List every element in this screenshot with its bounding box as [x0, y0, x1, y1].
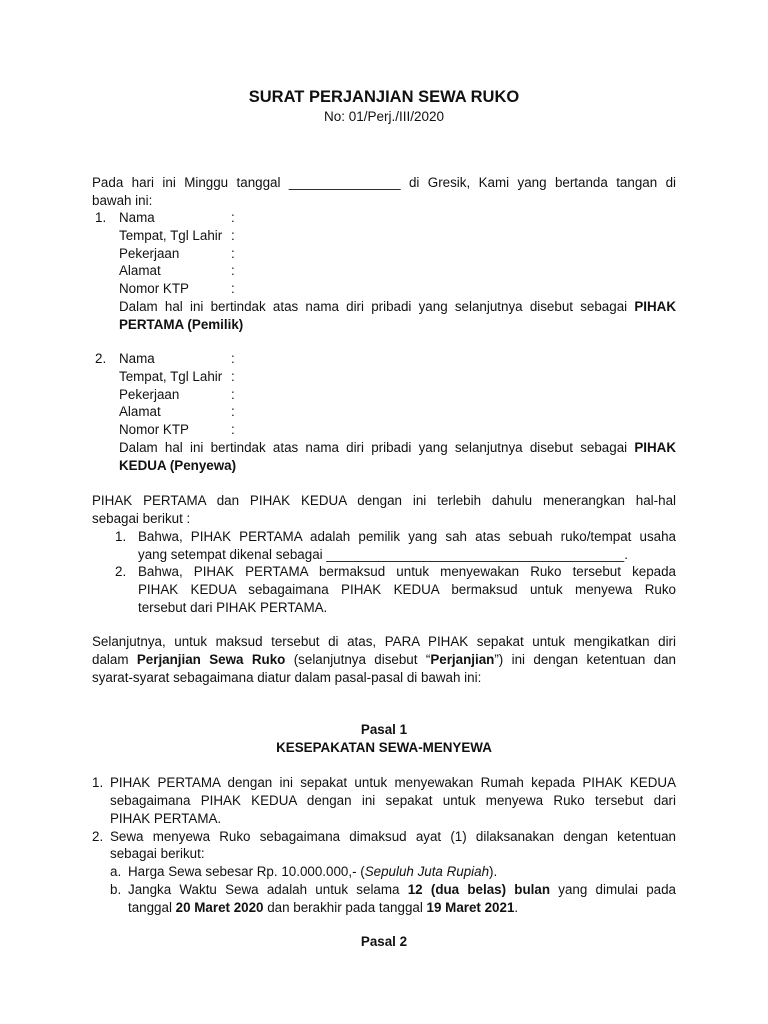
agreement-text: ”) ini dengan ketentuan dan [494, 652, 676, 667]
pasal-1-item-2-line-2: sebagai berikut: [110, 846, 205, 861]
party-1-colon: : [231, 228, 235, 243]
recital-2-number: 2. [115, 564, 127, 579]
party-2-field-ktp: Nomor KTP [119, 422, 189, 437]
party-1-statement-text: Dalam hal ini bertindak atas nama diri pribadi yang selanjutnya disebut sebagai [119, 299, 635, 314]
sub-item-a-price: Harga Sewa sebesar Rp. 10.000.000,- ( [128, 864, 365, 879]
party-2-number: 2. [95, 351, 107, 366]
pasal-1-item-2-number: 2. [92, 829, 104, 844]
sub-item-b-text: yang dimulai pada [550, 882, 676, 897]
agreement-text: dalam [92, 652, 137, 667]
sub-item-b-text: . [514, 900, 519, 915]
agreement-line-1: Selanjutnya, untuk maksud tersebut di atas, PARA PIHAK sepakat untuk mengikatkan diri [92, 634, 676, 649]
party-2-field-name: Nama [119, 351, 155, 366]
party-1-statement [119, 298, 676, 315]
party-1-field-name: Nama [119, 210, 155, 225]
sub-item-b-start-date: 20 Maret 2020 [175, 900, 264, 915]
document-title: SURAT PERJANJIAN SEWA RUKO [248, 88, 520, 106]
sub-item-b-letter: b. [110, 882, 122, 897]
party-2-colon: : [231, 422, 235, 437]
recitals-line-1: PIHAK PERTAMA dan PIHAK KEDUA dengan ini terlebih dahulu menerangkan hal-hal [92, 493, 676, 508]
party-1-statement-bold: PIHAK [634, 299, 676, 314]
party-1-field-ktp: Nomor KTP [119, 281, 189, 296]
agreement-text: (selanjutnya disebut “ [285, 652, 431, 667]
recital-2-line-1: Bahwa, PIHAK PERTAMA bermaksud untuk menyewakan Ruko tersebut kepada [138, 564, 676, 579]
sub-item-b-text: tanggal [128, 900, 176, 915]
agreement-term-bold: Perjanjian [430, 652, 495, 667]
sub-item-b-duration: 12 (dua belas) bulan [407, 882, 551, 897]
party-1-colon: : [231, 263, 235, 278]
sub-item-b-line-1 [128, 881, 676, 898]
party-1-colon: : [231, 210, 235, 225]
recital-2-line-2: PIHAK KEDUA sebagaimana PIHAK KEDUA bermaksud untuk menyewa Ruko [138, 582, 676, 597]
party-2-statement-text: Dalam hal ini bertindak atas nama diri pribadi yang selanjutnya disebut sebagai [119, 440, 635, 455]
sub-item-b-text: dan berakhir pada tanggal [263, 900, 427, 915]
recital-1-number: 1. [115, 529, 127, 544]
party-1-role: PERTAMA (Pemilik) [119, 317, 244, 332]
party-1-colon: : [231, 281, 235, 296]
party-2-field-job: Pekerjaan [119, 387, 180, 402]
sub-item-b-text: Jangka Waktu Sewa adalah untuk selama [128, 882, 408, 897]
pasal-1-item-1-line-3: PIHAK PERTAMA. [110, 811, 222, 826]
party-2-role: KEDUA (Penyewa) [119, 458, 237, 473]
party-2-colon: : [231, 387, 235, 402]
pasal-1-subheading: KESEPAKATAN SEWA-MENYEWA [276, 740, 492, 755]
recital-1-line-2: yang setempat dikenal sebagai ________________________________________. [138, 547, 628, 562]
sub-item-b-end-date: 19 Maret 2021 [426, 900, 515, 915]
party-2-colon: : [231, 369, 235, 384]
agreement-title-bold: Perjanjian Sewa Ruko [136, 652, 286, 667]
pasal-1-item-1-number: 1. [92, 775, 104, 790]
party-1-field-birth: Tempat, Tgl Lahir [119, 228, 223, 243]
sub-item-b-line-2 [128, 899, 518, 916]
recitals-line-2: sebagai berikut : [92, 511, 191, 526]
pasal-1-item-1-line-1: PIHAK PERTAMA dengan ini sepakat untuk menyewakan Rumah kepada PIHAK KEDUA [110, 775, 676, 790]
agreement-line-2 [92, 651, 676, 668]
pasal-1-item-1-line-2: sebagaimana PIHAK KEDUA dengan ini sepakat untuk menyewa Ruko tersebut dari [110, 793, 676, 808]
intro-line-1: Pada hari ini Minggu tanggal _______________ di Gresik, Kami yang bertanda tangan di [92, 175, 676, 190]
sub-item-a-letter: a. [110, 864, 122, 879]
sub-item-a-text [128, 863, 497, 880]
document-number: No: 01/Perj./III/2020 [323, 109, 445, 124]
party-1-colon: : [231, 246, 235, 261]
pasal-1-heading: Pasal 1 [360, 722, 408, 737]
party-2-colon: : [231, 351, 235, 366]
agreement-line-3: syarat-syarat sebagaimana diatur dalam pasal-pasal di bawah ini: [92, 670, 482, 685]
pasal-2-heading: Pasal 2 [360, 934, 408, 949]
sub-item-a-end: ). [489, 864, 498, 879]
party-1-field-job: Pekerjaan [119, 246, 180, 261]
sub-item-a-price-words: Sepuluh Juta Rupiah [364, 864, 490, 879]
recital-2-line-3: tersebut dari PIHAK PERTAMA. [138, 600, 328, 615]
party-2-statement [119, 439, 676, 456]
party-1-field-address: Alamat [119, 263, 161, 278]
party-2-field-address: Alamat [119, 404, 161, 419]
party-2-colon: : [231, 404, 235, 419]
intro-line-2: bawah ini: [92, 193, 153, 208]
pasal-1-item-2-line-1: Sewa menyewa Ruko sebagaimana dimaksud ayat (1) dilaksanakan dengan ketentuan [110, 829, 676, 844]
party-2-field-birth: Tempat, Tgl Lahir [119, 369, 223, 384]
party-2-statement-bold: PIHAK [634, 440, 676, 455]
recital-1-line-1: Bahwa, PIHAK PERTAMA adalah pemilik yang sah atas sebuah ruko/tempat usaha [138, 529, 676, 544]
party-1-number: 1. [95, 210, 107, 225]
